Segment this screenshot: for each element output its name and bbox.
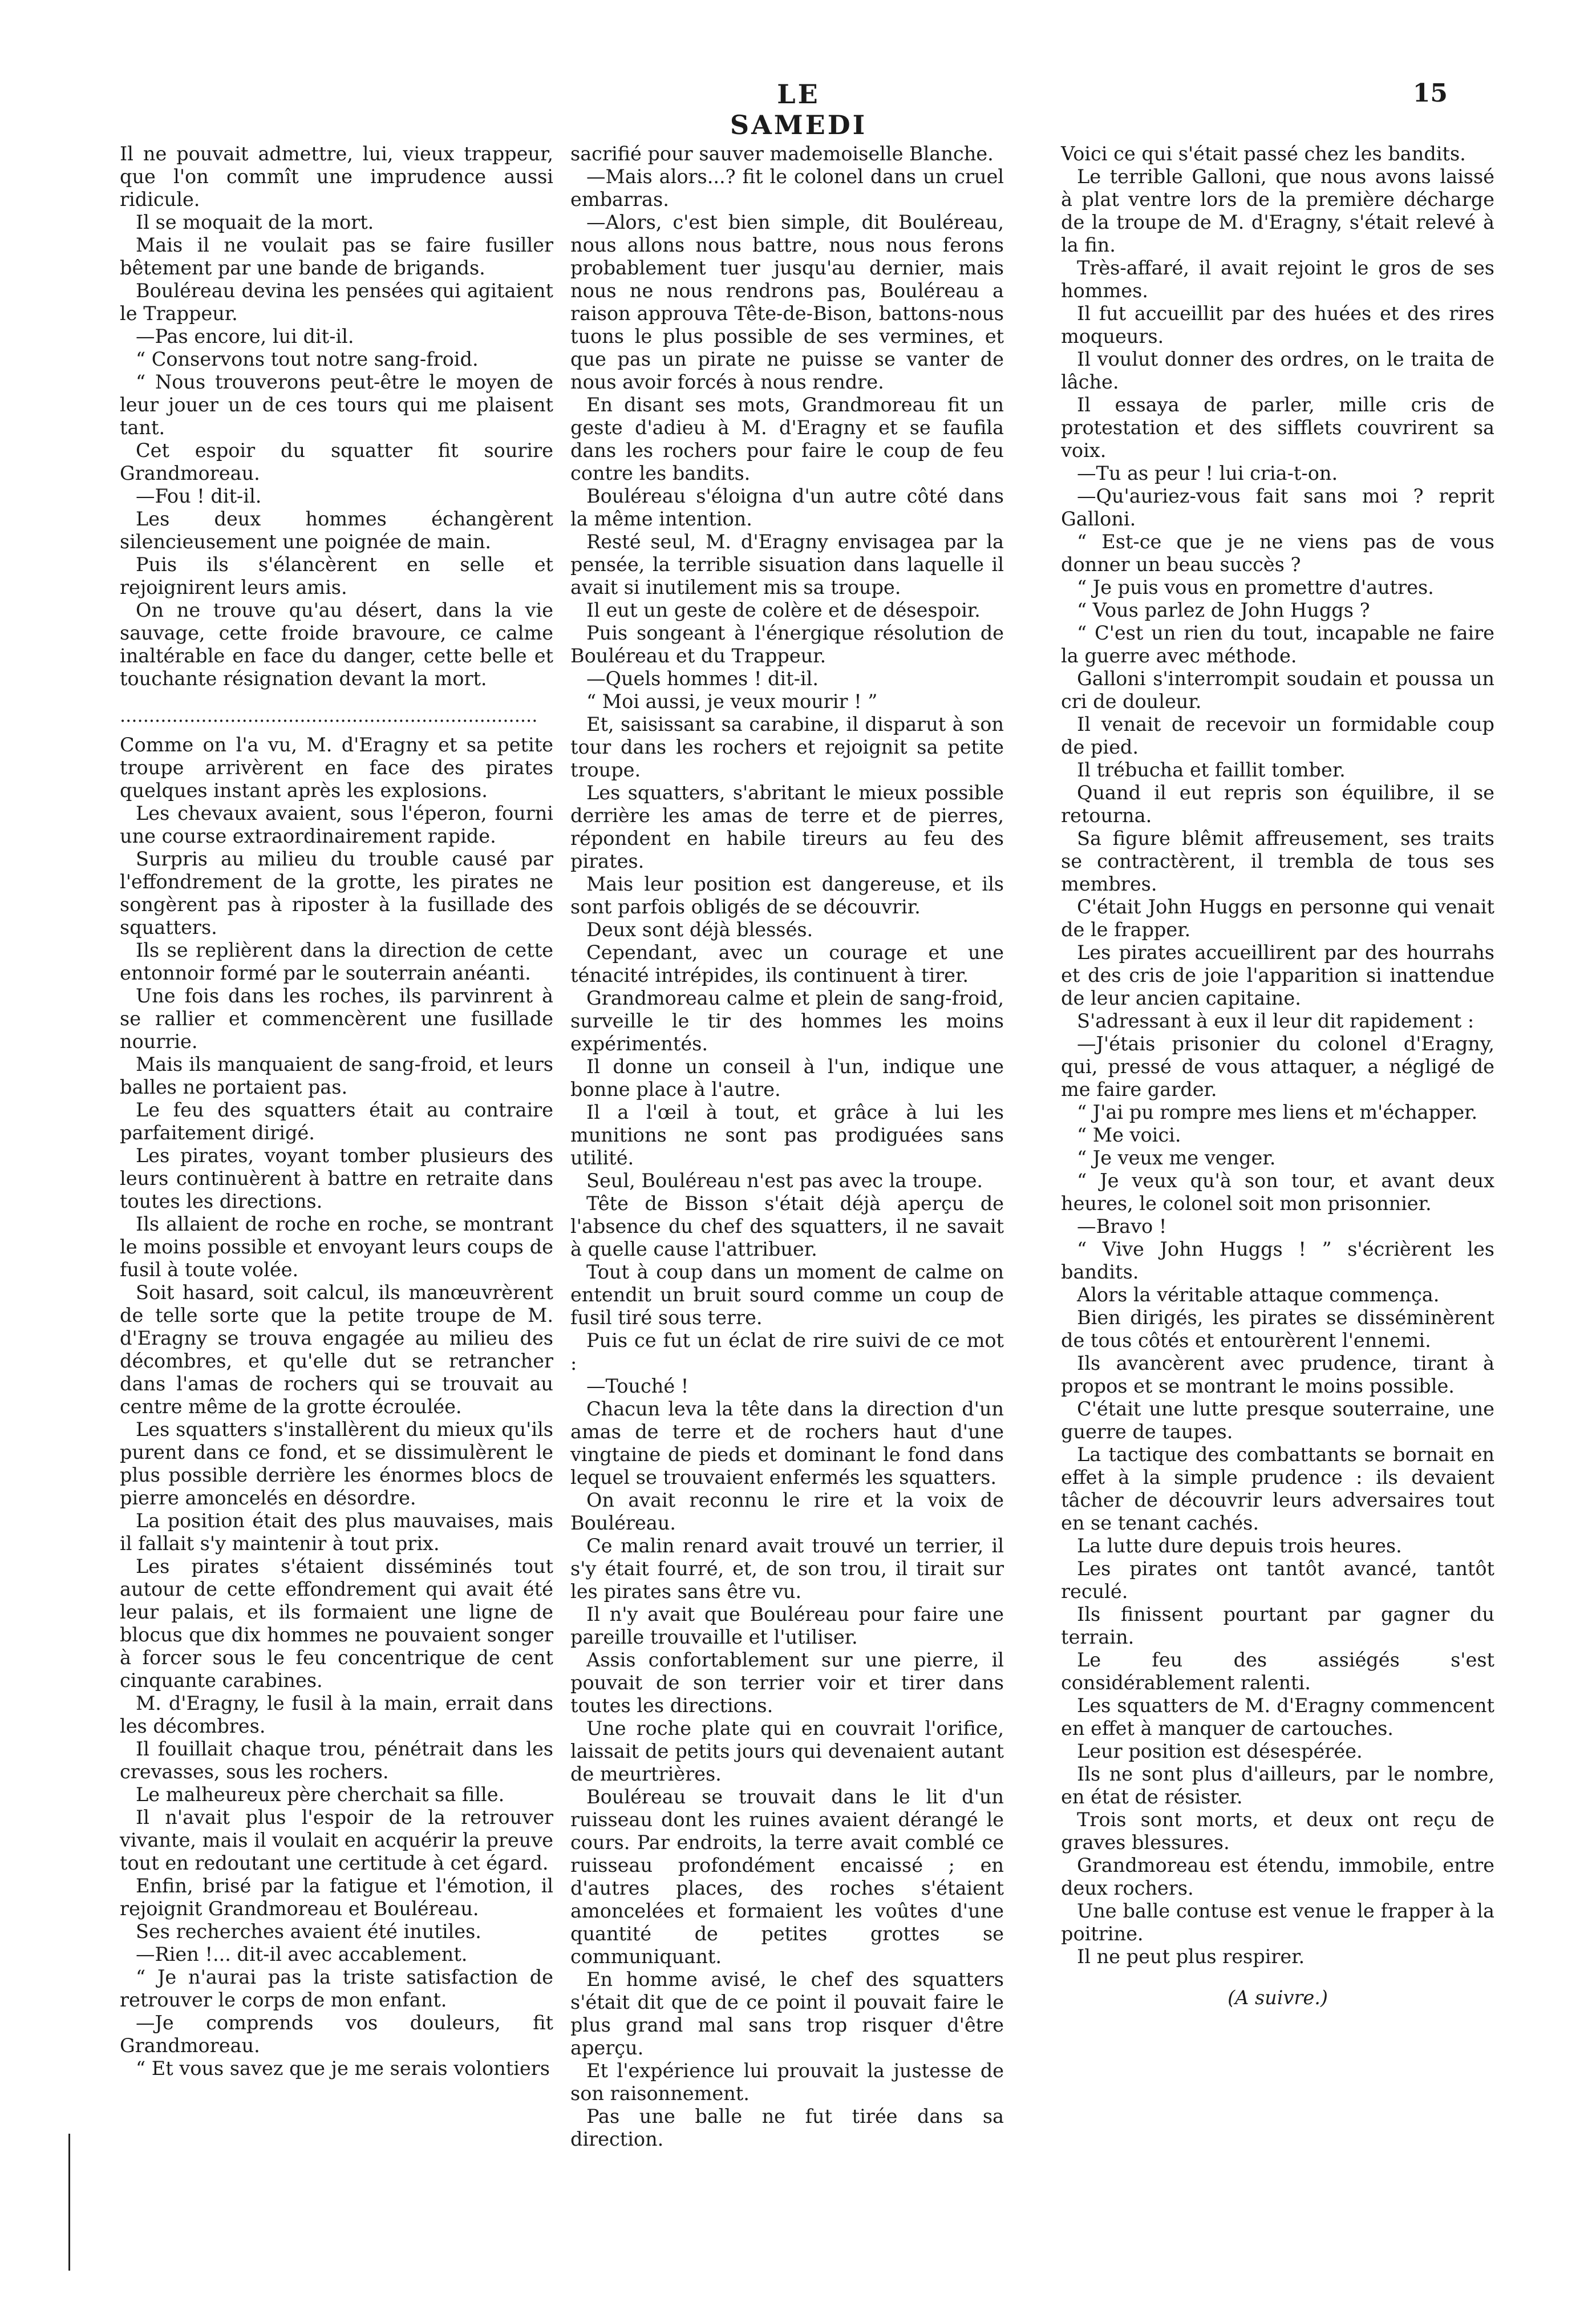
paragraph: —Qu'auriez-vous fait sans moi ? reprit Galloni. — [1061, 485, 1494, 530]
paragraph: Les deux hommes échangèrent silencieusement une poignée de main. — [120, 508, 553, 553]
paragraph: Une balle contuse est venue le frapper à la poitrine. — [1061, 1900, 1494, 1945]
paragraph: Les pirates, voyant tomber plusieurs des leurs continuèrent à battre en retraite dans toutes les directions. — [120, 1144, 553, 1212]
paragraph: Quand il eut repris son équilibre, il se retourna. — [1061, 782, 1494, 827]
paragraph: Une roche plate qui en couvrait l'orifice, laissait de petits jours qui devenaient autant de meurtrières. — [570, 1717, 1004, 1785]
paragraph: Puis ce fut un éclat de rire suivi de ce mot : — [570, 1329, 1004, 1374]
paragraph: Ils ne sont plus d'ailleurs, par le nombre, en état de résister. — [1061, 1763, 1494, 1808]
paragraph: Il eut un geste de colère et de désespoir. — [586, 599, 981, 621]
paragraph: Il se moquait de la mort. — [136, 211, 374, 233]
page-number: 15 — [1412, 79, 1448, 108]
paragraph: Mais ils manquaient de sang-froid, et leurs balles ne portaient pas. — [120, 1053, 553, 1098]
newspaper-title: LE SAMEDI — [730, 79, 868, 140]
paragraph: “ Je puis vous en promettre d'autres. — [1077, 576, 1434, 598]
paragraph: Il essaya de parler, mille cris de protestation et des sifflets couvrirent sa voix. — [1061, 394, 1494, 462]
paragraph: Deux sont déjà blessés. — [586, 919, 813, 941]
paragraph: Et, saisissant sa carabine, il disparut à son tour dans les rochers et rejoignit sa petite troupe. — [570, 713, 1004, 781]
paragraph: Trois sont morts, et deux ont reçu de graves blessures. — [1061, 1809, 1494, 1854]
paragraph: Soit hasard, soit calcul, ils manœuvrèrent de telle sorte que la petite troupe de M. d'Eragny se trouva engagée au milieu des décombres, et qu'elle dut se retrancher dans l'amas de rochers qui se trouvait au centre même de la grotte écroulée. — [120, 1281, 553, 1418]
paragraph: Il n'avait plus l'espoir de la retrouver vivante, mais il voulait en acquérir la preuve tout en redoutant une certitude à cet égard. — [120, 1806, 553, 1874]
column-1-part-2 — [120, 734, 553, 2080]
text-column-3 — [1061, 143, 1494, 2009]
paragraph: La position était des plus mauvaises, mais il fallait s'y maintenir à tout prix. — [120, 1510, 553, 1555]
paragraph: Sa figure blêmit affreusement, ses traits se contractèrent, il trembla de tous ses membres. — [1061, 827, 1494, 895]
paragraph: M. d'Eragny, le fusil à la main, errait dans les décombres. — [120, 1692, 553, 1737]
paragraph: “ Et vous savez que je me serais volontiers — [136, 2057, 550, 2079]
paragraph: “ Nous trouverons peut-être le moyen de leur jouer un de ces tours qui me plaisent tant. — [120, 371, 553, 439]
paragraph: Bouléreau devina les pensées qui agitaient le Trappeur. — [120, 280, 553, 325]
paragraph: “ Est-ce que je ne viens pas de vous donner un beau succès ? — [1061, 531, 1494, 576]
paragraph: “ Je veux qu'à son tour, et avant deux heures, le colonel soit mon prisonnier. — [1061, 1170, 1494, 1215]
paragraph: —Alors, c'est bien simple, dit Bouléreau, nous allons nous battre, nous nous ferons probablement tuer jusqu'au dernier, mais nous ne nous rendrons pas, Bouléreau a raison approuva Tête-de-Bison, battons-nous tuons le plus possible de ses vermines, et que pas un pirate ne puisse se vanter de nous avoir forcés à nous rendre. — [570, 211, 1004, 393]
paragraph: On avait reconnu le rire et la voix de Bouléreau. — [570, 1489, 1004, 1534]
paragraph: “ C'est un rien du tout, incapable ne faire la guerre avec méthode. — [1061, 622, 1494, 667]
paragraph: Les squatters de M. d'Eragny commencent en effet à manquer de cartouches. — [1061, 1694, 1494, 1739]
paragraph: Il fut accueillit par des huées et des rires moqueurs. — [1061, 302, 1494, 347]
paragraph: Il donne un conseil à l'un, indique une bonne place à l'autre. — [570, 1055, 1004, 1101]
paragraph: Très-affaré, il avait rejoint le gros de ses hommes. — [1061, 257, 1494, 302]
paragraph: Voici ce qui s'était passé chez les bandits. — [1061, 143, 1466, 165]
paragraph: Enfin, brisé par la fatigue et l'émotion, il rejoignit Grandmoreau et Bouléreau. — [120, 1875, 553, 1920]
paragraph: Ils finissent pourtant par gagner du terrain. — [1061, 1603, 1494, 1648]
paragraph: On ne trouve qu'au désert, dans la vie sauvage, cette froide bravoure, ce calme inaltérable en face du danger, cette belle et touchante résignation devant la mort. — [120, 599, 553, 690]
margin-rule — [68, 2134, 70, 2271]
paragraph: Puis songeant à l'énergique résolution de Bouléreau et du Trappeur. — [570, 622, 1004, 667]
paragraph: Bien dirigés, les pirates se disséminèrent de tous côtés et entourèrent l'ennemi. — [1061, 1306, 1494, 1352]
paragraph: Surpris au milieu du trouble causé par l'effondrement de la grotte, les pirates ne songèrent pas à riposter à la fusillade des squatters. — [120, 848, 553, 938]
paragraph: “ Moi aussi, je veux mourir ! ” — [586, 690, 878, 713]
paragraph: C'était John Huggs en personne qui venait de le frapper. — [1061, 896, 1494, 941]
paragraph: —Pas encore, lui dit-il. — [136, 325, 354, 347]
paragraph: Chacun leva la tête dans la direction d'un amas de terre et de rochers haut d'une vingtaine de pieds et dominant le fond dans lequel se trouvaient enfermés les squatters. — [570, 1398, 1004, 1488]
paragraph: Il voulut donner des ordres, on le traita de lâche. — [1061, 348, 1494, 393]
paragraph: —Quels hommes ! dit-il. — [586, 667, 819, 690]
paragraph: Il trébucha et faillit tomber. — [1077, 759, 1346, 781]
paragraph: Cet espoir du squatter fit sourire Grandmoreau. — [120, 439, 553, 484]
paragraph: Il venait de recevoir un formidable coup de pied. — [1061, 713, 1494, 758]
section-separator: ........................................................................ — [120, 705, 538, 726]
column-2-body — [570, 143, 1004, 2151]
paragraph: “ Je veux me venger. — [1077, 1147, 1276, 1169]
paragraph: —Touché ! — [586, 1375, 689, 1397]
paragraph: La tactique des combattants se bornait en effet à la simple prudence : ils devaient tâcher de découvrir leurs adversaires tout en se tenant cachés. — [1061, 1443, 1494, 1534]
paragraph: Mais il ne voulait pas se faire fusiller bêtement par une bande de brigands. — [120, 234, 553, 279]
column-3-body — [1061, 143, 1494, 1968]
text-column-2 — [570, 143, 1004, 2151]
paragraph: Galloni s'interrompit soudain et poussa un cri de douleur. — [1061, 667, 1494, 713]
paragraph: Et l'expérience lui prouvait la justesse de son raisonnement. — [570, 2060, 1004, 2105]
paragraph: Les squatters, s'abritant le mieux possible derrière les amas de terre et de pierres, répondent en habile tireurs au feu des pirates. — [570, 782, 1004, 872]
paragraph: Grandmoreau est étendu, immobile, entre deux rochers. — [1061, 1854, 1494, 1899]
paragraph: Leur position est désespérée. — [1077, 1740, 1363, 1762]
paragraph: Les pirates accueillirent par des hourrahs et des cris de joie l'apparition si inattendue de leur ancien capitaine. — [1061, 941, 1494, 1009]
paragraph: Tout à coup dans un moment de calme on entendit un bruit sourd comme un coup de fusil tiré sous terre. — [570, 1261, 1004, 1329]
paragraph: “ Vive John Huggs ! ” s'écrièrent les bandits. — [1061, 1238, 1494, 1283]
paragraph: C'était une lutte presque souterraine, une guerre de taupes. — [1061, 1398, 1494, 1443]
paragraph: Bouléreau se trouvait dans le lit d'un ruisseau dont les ruines avaient dérangé le cours. Par endroits, la terre avait comblé ce ruisseau profondément encaissé ; en d'autres places, des roches s'étaient amoncelées et formaient les voûtes d'une quantité de petites grottes se communiquant. — [570, 1786, 1004, 1968]
paragraph: Ses recherches avaient été inutiles. — [136, 1920, 481, 1943]
paragraph: Les pirates s'étaient disséminés tout autour de cette effondrement qui avait été leur palais, et ils formaient une ligne de blocus que dix hommes ne pouvaient songer à forcer sous le feu concentrique de cent cinquante carabines. — [120, 1555, 553, 1692]
paragraph: Comme on l'a vu, M. d'Eragny et sa petite troupe arrivèrent en face des pirates quelques instant après les explosions. — [120, 734, 553, 802]
paragraph: Grandmoreau calme et plein de sang-froid, surveille le tir des hommes les moins expérimentés. — [570, 987, 1004, 1055]
paragraph: Ils avancèrent avec prudence, tirant à propos et se montrant le moins possible. — [1061, 1352, 1494, 1397]
paragraph: En homme avisé, le chef des squatters s'était dit que de ce point il pouvait faire le plus grand mal sans trop risquer d'être aperçu. — [570, 1968, 1004, 2059]
paragraph: “ Vous parlez de John Huggs ? — [1077, 599, 1370, 621]
paragraph: —J'étais prisonier du colonel d'Eragny, qui, pressé de vous attaquer, a négligé de me faire garder. — [1061, 1033, 1494, 1101]
paragraph: La lutte dure depuis trois heures. — [1077, 1535, 1402, 1557]
text-column-1 — [120, 143, 553, 2080]
paragraph: Mais leur position est dangereuse, et ils sont parfois obligés de se découvrir. — [570, 873, 1004, 918]
paragraph: Le feu des assiégés s'est considérablement ralenti. — [1061, 1649, 1494, 1694]
column-1-part-1 — [120, 143, 553, 690]
paragraph: Il ne pouvait admettre, lui, vieux trappeur, que l'on commît une imprudence aussi ridicule. — [120, 143, 553, 211]
paragraph: —Mais alors...? fit le colonel dans un cruel embarras. — [570, 165, 1004, 211]
paragraph: Une fois dans les roches, ils parvinrent à se rallier et commencèrent une fusillade nourrie. — [120, 985, 553, 1053]
paragraph: Ce malin renard avait trouvé un terrier, il s'y était fourré, et, de son trou, il tirait sur les pirates sans être vu. — [570, 1535, 1004, 1603]
paragraph: —Je comprends vos douleurs, fit Grandmoreau. — [120, 2012, 553, 2057]
paragraph: Ils allaient de roche en roche, se montrant le moins possible et envoyant leurs coups de fusil à toute volée. — [120, 1213, 553, 1281]
paragraph: Tête de Bisson s'était déjà aperçu de l'absence du chef des squatters, il ne savait à quelle cause l'attribuer. — [570, 1192, 1004, 1260]
paragraph: “ J'ai pu rompre mes liens et m'échapper. — [1077, 1101, 1478, 1123]
paragraph: “ Conservons tout notre sang-froid. — [136, 348, 479, 370]
paragraph: Seul, Bouléreau n'est pas avec la troupe. — [586, 1170, 983, 1192]
paragraph: Alors la véritable attaque commença. — [1077, 1284, 1440, 1306]
paragraph: —Fou ! dit-il. — [136, 485, 262, 507]
paragraph: Bouléreau s'éloigna d'un autre côté dans la même intention. — [570, 485, 1004, 530]
paragraph: “ Je n'aurai pas la triste satisfaction de retrouver le corps de mon enfant. — [120, 1966, 553, 2011]
paragraph: S'adressant à eux il leur dit rapidement : — [1077, 1010, 1475, 1032]
paragraph: Les chevaux avaient, sous l'éperon, fourni une course extraordinairement rapide. — [120, 802, 553, 847]
paragraph: Le terrible Galloni, que nous avons laissé à plat ventre lors de la première décharge de la troupe de M. d'Eragny, s'était relevé à la fin. — [1061, 165, 1494, 256]
paragraph: Il ne peut plus respirer. — [1077, 1945, 1305, 1968]
paragraph: En disant ses mots, Grandmoreau fit un geste d'adieu à M. d'Eragny et se faufila dans les rochers pour faire le coup de feu contre les bandits. — [570, 394, 1004, 484]
paragraph: Resté seul, M. d'Eragny envisagea par la pensée, la terrible sisuation dans laquelle il avait si inutilement mis sa troupe. — [570, 531, 1004, 598]
paragraph: —Bravo ! — [1077, 1215, 1167, 1237]
page-header — [0, 62, 1596, 140]
paragraph: Puis ils s'élancèrent en selle et rejoignirent leurs amis. — [120, 553, 553, 598]
paragraph: —Tu as peur ! lui cria-t-on. — [1077, 462, 1338, 484]
paragraph: Les squatters s'installèrent du mieux qu'ils purent dans ce fond, et se dissimulèrent le plus possible derrière les énormes blocs de pierre amoncelés en désordre. — [120, 1418, 553, 1509]
paragraph: sacrifié pour sauver mademoiselle Blanche. — [570, 143, 994, 165]
to-be-continued-note: (A suivre.) — [1228, 1987, 1328, 2009]
paragraph: Pas une balle ne fut tirée dans sa direction. — [570, 2105, 1004, 2150]
paragraph: Cependant, avec un courage et une ténacité intrépides, ils continuent à tirer. — [570, 941, 1004, 986]
paragraph: —Rien !... dit-il avec accablement. — [136, 1943, 468, 1965]
paragraph: Les pirates ont tantôt avancé, tantôt reculé. — [1061, 1557, 1494, 1603]
paragraph: Assis confortablement sur une pierre, il pouvait de son terrier voir et tirer dans toutes les directions. — [570, 1649, 1004, 1717]
paragraph: Le malheureux père cherchait sa fille. — [136, 1783, 505, 1806]
paragraph: Ils se replièrent dans la direction de cette entonnoir formé par le souterrain anéanti. — [120, 939, 553, 984]
paragraph: Il a l'œil à tout, et grâce à lui les munitions ne sont pas prodiguées sans utilité. — [570, 1101, 1004, 1169]
paragraph: Il fouillait chaque trou, pénétrait dans les crevasses, sous les rochers. — [120, 1738, 553, 1783]
paragraph: Il n'y avait que Bouléreau pour faire une pareille trouvaille et l'utiliser. — [570, 1603, 1004, 1648]
paragraph: “ Me voici. — [1077, 1124, 1181, 1146]
paragraph: Le feu des squatters était au contraire parfaitement dirigé. — [120, 1099, 553, 1144]
